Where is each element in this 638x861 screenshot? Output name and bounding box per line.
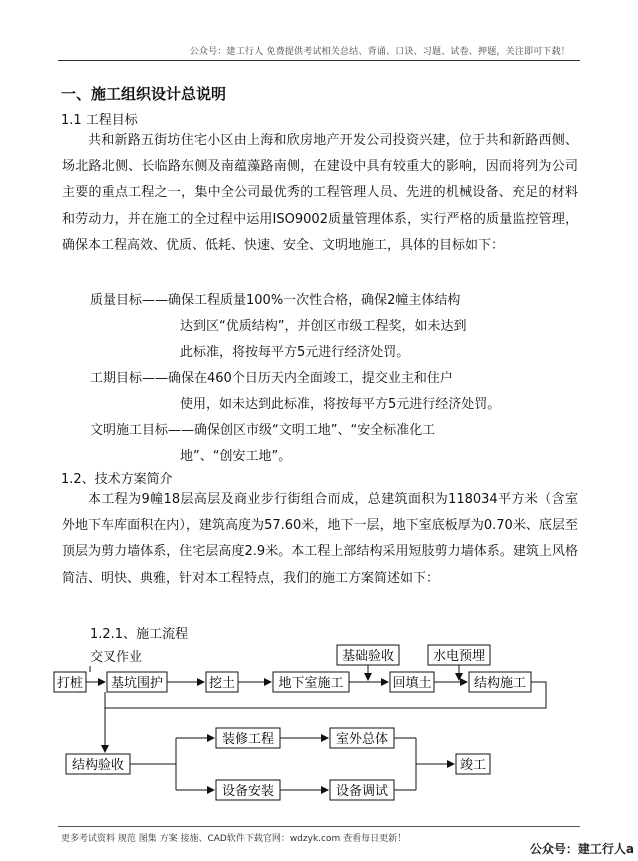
node-watu-label: 挖土: [208, 676, 236, 691]
node-shiwai: [330, 728, 394, 748]
node-jiegou: [469, 672, 531, 692]
node-jikeng-label: 基坑围护: [110, 676, 164, 691]
node-shebeitiaoshi: [330, 780, 394, 800]
node-jikeng: [107, 672, 167, 692]
schedule-goal-line-1: 工期目标——确保在460个日历天内全面竣工，提交业主和住户: [90, 371, 453, 386]
node-jungong: [456, 754, 490, 774]
node-jiegou-label: 结构施工: [473, 676, 527, 691]
quality-goal-line-3: 此标准，将按每平方5元进行经济处罚。: [180, 345, 410, 360]
cross-work-label: 交叉作业: [90, 650, 143, 665]
schedule-goal-line-2: 使用，如未达到此标准，将按每平方5元进行经济处罚。: [180, 397, 501, 412]
node-shiwai-label: 室外总体: [335, 732, 389, 747]
quality-goal-line-2: 达到区“优质结构”，并创区市级工程奖，如未达到: [180, 319, 467, 334]
node-dazhuang: [54, 672, 86, 692]
node-jungong-label: 竣工: [459, 758, 487, 773]
heading-1-2: 1.2、技术方案简介: [61, 472, 173, 487]
paragraph-goals: 共和新路五街坊住宅小区由上海和欣房地产开发公司投资兴建，位于共和新路西侧、场北路北侧、长临路东侧及南蕴藻路南侧，在建设中具有较重大的影响，因而将列为公司主要的重点工程之一，集中全公司最优秀的工程管理人员、先进的机械设备、充足的材料和劳动力，并在施工的全过程中运用ISO9002质量管理体系，实行严格的质量监控管理，确保本工程高效、优质、低耗、快速、安全、文明地施工，具体的目标如下：: [62, 133, 578, 253]
heading-1-1: 1.1 工程目标: [61, 113, 138, 128]
node-shebeianzhuang-label: 设备安装: [221, 784, 275, 799]
node-shebeianzhuang: [216, 780, 280, 800]
construction-flow-diagram: [0, 640, 638, 830]
node-jiegouyanshou: [66, 754, 130, 774]
node-jichuyanshou: [337, 645, 399, 665]
node-zhuangxiu-label: 装修工程: [221, 732, 275, 747]
node-shuidian: [428, 645, 490, 665]
node-shuidian-label: 水电预埋: [432, 649, 486, 664]
quality-goal-line-1: 质量目标——确保工程质量100%一次性合格，确保2幢主体结构: [90, 293, 461, 308]
header-rule: [58, 60, 580, 61]
section-title: 一、施工组织设计总说明: [61, 85, 227, 103]
footer-rule: [58, 826, 580, 827]
page-footer: 更多考试资料 规范 图集 方案 接施、CAD软件下载官网：wdzyk.com 查看每日更新！: [61, 834, 407, 844]
watermark: 公众号：建工行人a: [529, 842, 634, 856]
civil-goal-line-2: 地”、“创安工地”。: [180, 449, 292, 464]
paragraph-tech: 本工程为9幢18层高层及商业步行街组合而成，总建筑面积为118034平方米（含室外地下车库面积在内），建筑高度为57.60米，地下一层，地下室底板厚为0.70米、底层至顶层为剪力墙体系，住宅层高度2.9米。本工程上部结构采用短肢剪力墙体系。建筑上风格简洁、明快、典雅，针对本工程特点，我们的施工方案简述如下：: [62, 492, 578, 586]
node-huitian-label: 回填土: [392, 676, 432, 691]
node-shebeitiaoshi-label: 设备调试: [335, 784, 389, 799]
page-header: 公众号：建工行人 免费提供考试相关总结、背诵、口诀、习题、试卷、押题，关注即可下载！: [189, 47, 570, 57]
node-dazhuang-label: 打桩: [56, 676, 84, 691]
node-jichuyanshou-label: 基础验收: [341, 649, 395, 664]
civil-goal-line-1: 文明施工目标——确保创区市级“文明工地”、“安全标准化工: [90, 423, 436, 438]
node-dixiashi: [273, 672, 349, 692]
node-huitian: [390, 672, 434, 692]
node-watu: [206, 672, 238, 692]
node-jiegouyanshou-label: 结构验收: [71, 758, 125, 773]
subheading-1-2-1: 1.2.1、施工流程: [90, 627, 189, 642]
node-zhuangxiu: [216, 728, 280, 748]
node-dixiashi-label: 地下室施工: [278, 676, 344, 691]
